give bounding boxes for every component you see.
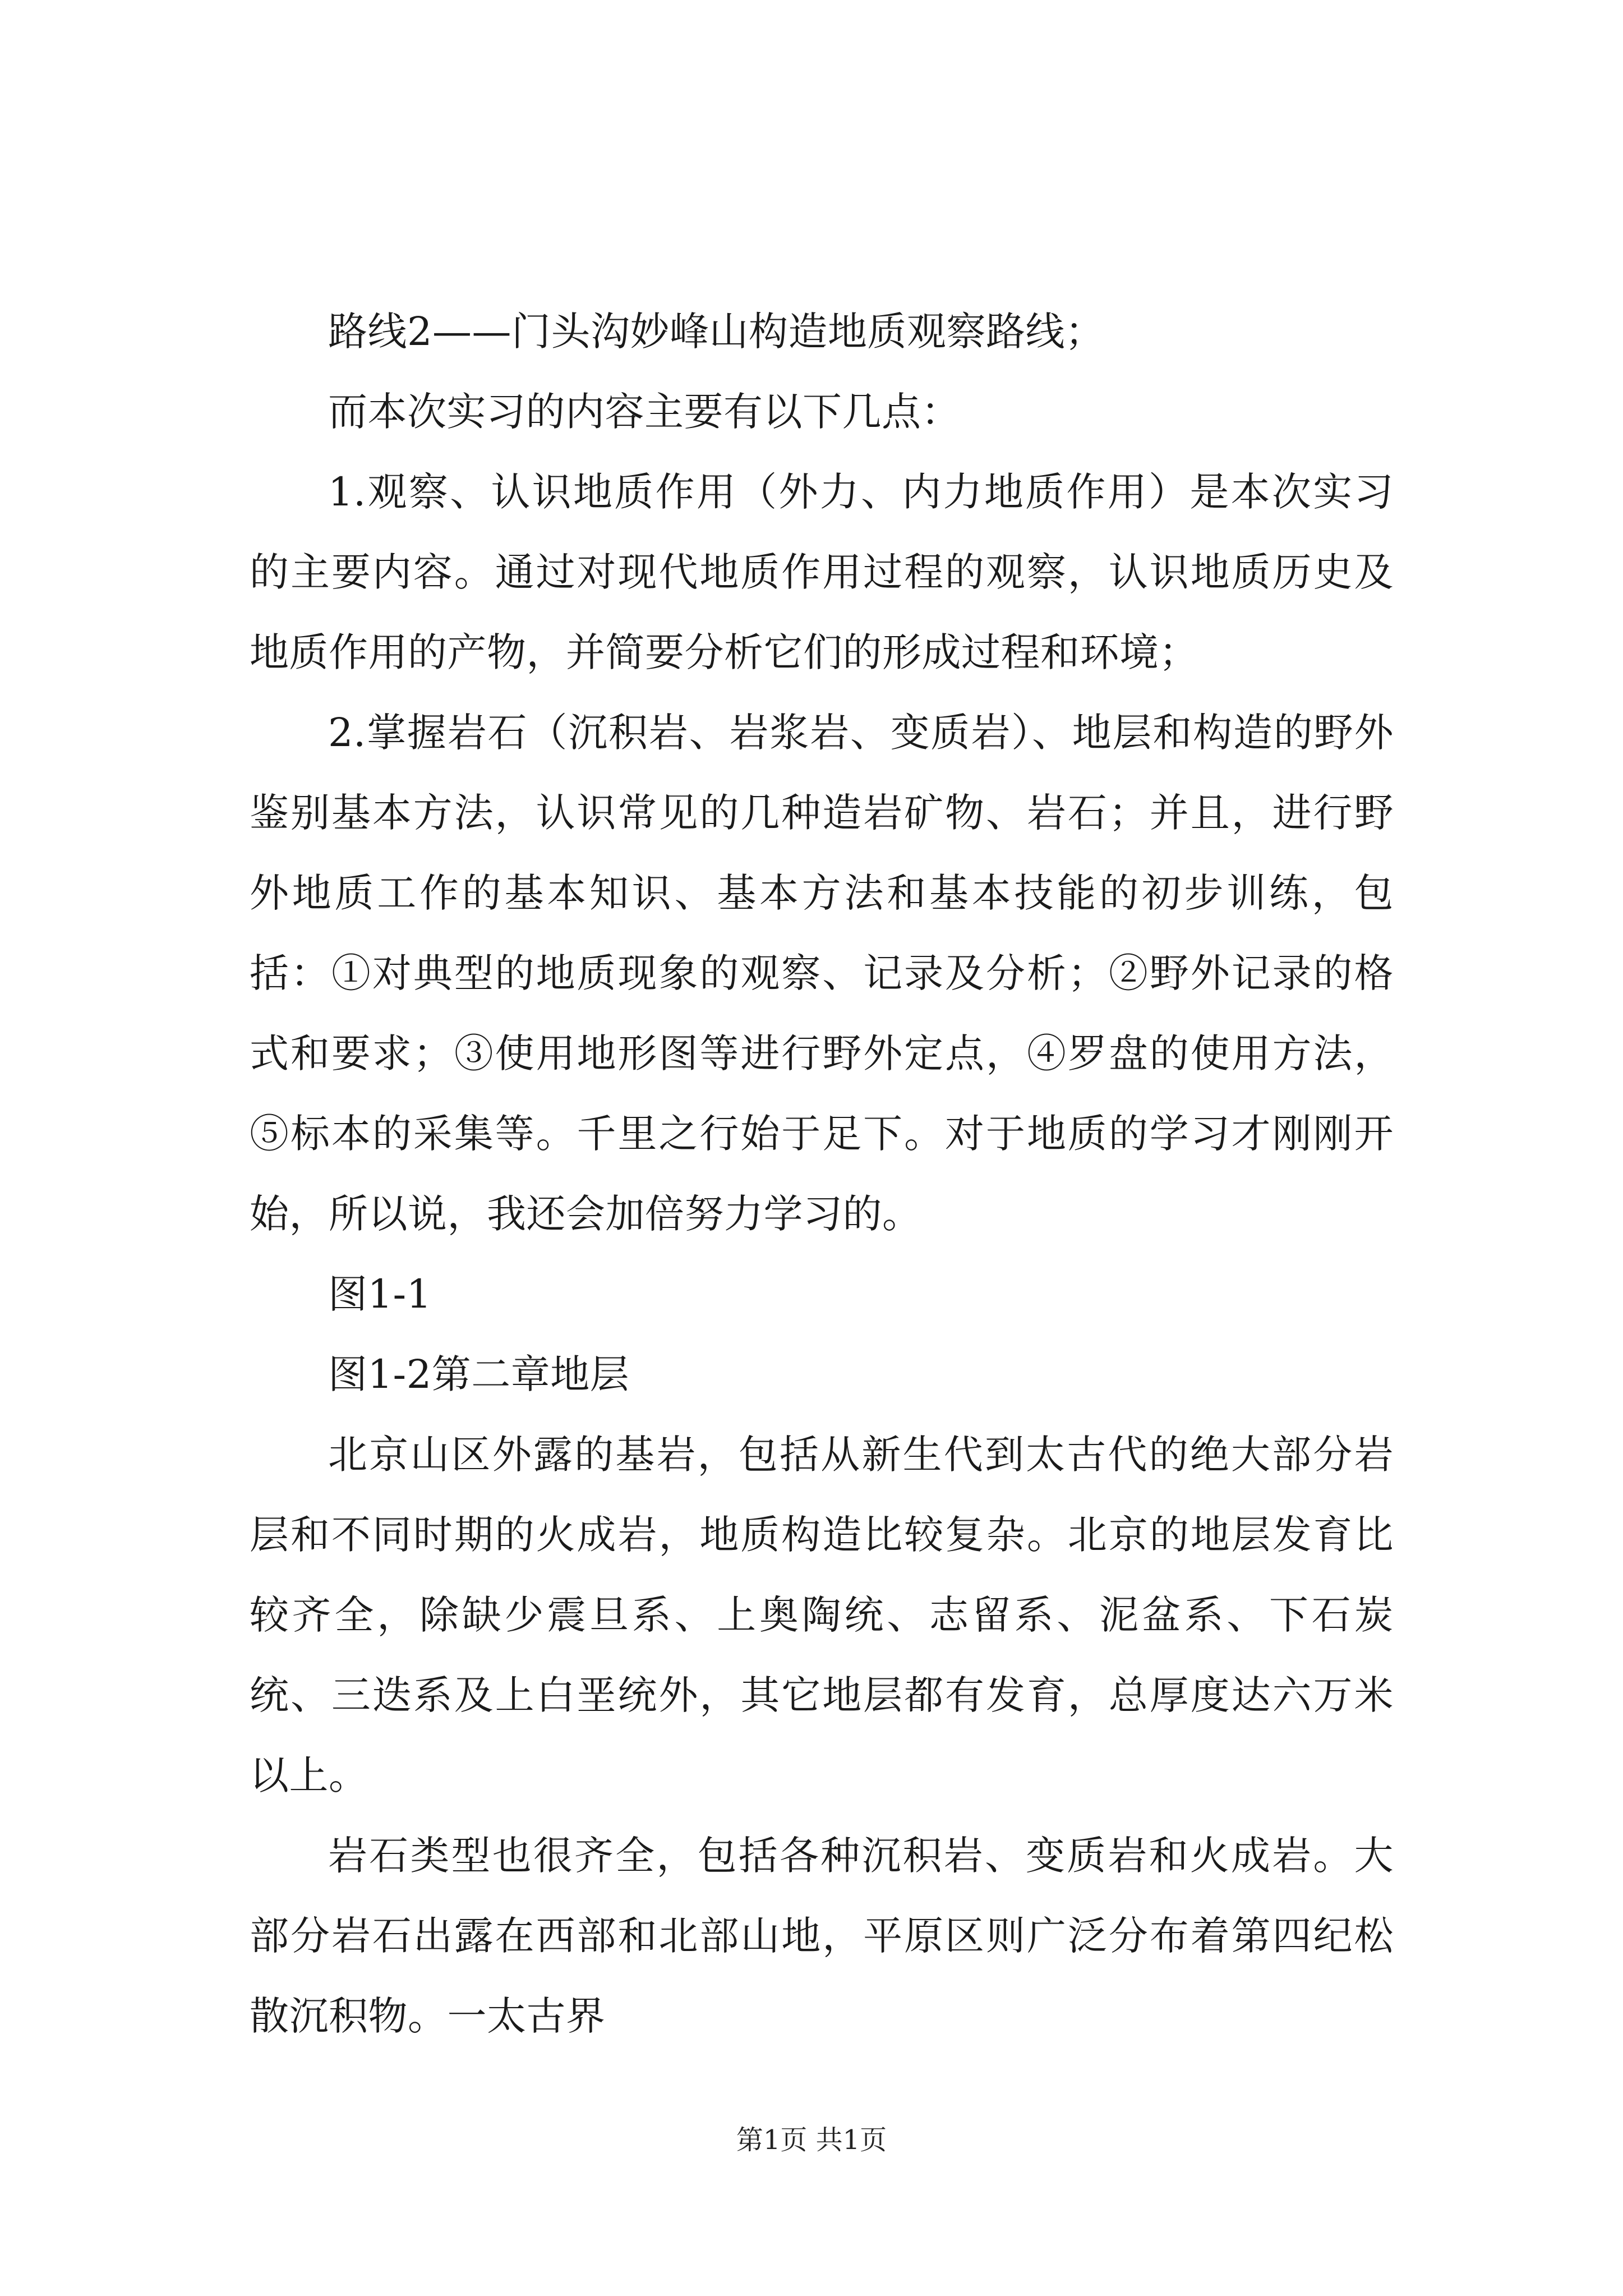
document-body [250,292,1394,2056]
paragraph-route: 路线2——门头沟妙峰山构造地质观察路线； [328,309,1105,355]
paragraph-intro: 而本次实习的内容主要有以下几点： [328,389,961,435]
page-footer: 第1页 共1页 [736,2124,887,2156]
paragraph-point-1: 1.观察、认识地质作用（外力、内力地质作用）是本次实习的主要内容。通过对现代地质作用过程的观察，认识地质历史及地质作用的产物，并简要分析它们的形成过程和环境； [250,469,1394,675]
paragraph-point-2: 2.掌握岩石（沉积岩、岩浆岩、变质岩）、地层和构造的野外鉴别基本方法，认识常见的几种造岩矿物、岩石；并且，进行野外地质工作的基本知识、基本方法和基本技能的初步训练，包括：①对典型的地质现象的观察、记录及分析；②野外记录的格式和要求；③使用地形图等进行野外定点，④罗盘的使用方法，⑤标本的采集等。千里之行始于足下。对于地质的学习才刚刚开始，所以说，我还会加倍努力学习的。 [250,710,1394,1237]
figure-caption-1-1: 图1-1 [328,1271,432,1317]
paragraph-beijing-bedrock: 北京山区外露的基岩，包括从新生代到太古代的绝大部分岩层和不同时期的火成岩，地质构造比较复杂。北京的地层发育比较齐全，除缺少震旦系、上奥陶统、志留系、泥盆系、下石炭统、三迭系及上白垩统外，其它地层都有发育，总厚度达六万米以上。 [250,1432,1394,1798]
figure-caption-1-2-chapter-title: 图1-2第二章地层 [328,1351,630,1397]
paragraph-rock-types: 岩石类型也很齐全，包括各种沉积岩、变质岩和火成岩。大部分岩石出露在西部和北部山地，平原区则广泛分布着第四纪松散沉积物。一太古界 [250,1833,1394,2039]
